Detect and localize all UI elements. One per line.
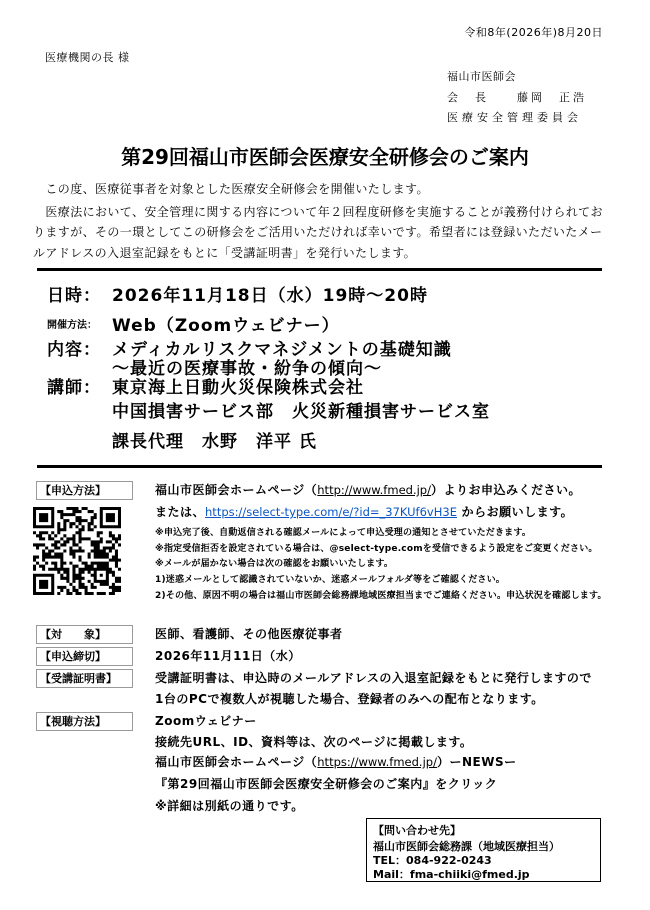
page-title: 第29回福山市医師会医療安全研修会のご案内 (121, 145, 529, 169)
viewing-line-4: 『第29回福山市医師会医療安全研修会のご案内』をクリック (155, 777, 498, 791)
application-note: ※申込完了後、自動返信される確認メールによって申込受理の通知とさせていただきます。 (155, 528, 532, 538)
contact-department: 福山市医師会総務課（地域医療担当） (373, 840, 560, 853)
lecturer-label: 講師： (47, 378, 101, 398)
datetime-value: 2026年11月18日（水）19時～20時 (112, 286, 428, 306)
recipient: 医療機関の長 様 (45, 51, 130, 64)
viewing-line-2: 接続先URL、ID、資料等は、次のページに掲載します。 (155, 735, 473, 749)
application-label: 【申込方法】 (36, 481, 133, 500)
application-line-2 (155, 504, 573, 520)
deadline-value: 2026年11月11日（水） (155, 649, 301, 663)
certificate-line: 1台のPCで複数人が視聴した場合、登録者のみへの配布となります。 (155, 692, 544, 706)
format-label: 開催方法： (47, 320, 97, 331)
intro-line: 医療法において、安全管理に関する内容について年２回程度研修を実施することが義務付けられてお (33, 205, 603, 219)
application-line-2-before: または、 (155, 505, 206, 519)
fmed-homepage-link[interactable]: http://www.fmed.jp/ (317, 483, 431, 497)
sender-committee: 医療安全管理委員会 (447, 111, 582, 124)
application-line-2-after: からお願いします。 (456, 505, 574, 519)
viewing-line-3-after: ）ーNEWSー (436, 755, 517, 769)
contact-box (366, 818, 601, 882)
certificate-line: 受講証明書は、申込時のメールアドレスの入退室記録をもとに発行しますので (155, 671, 592, 685)
sender-president: 会 長 藤岡 正浩 (447, 91, 587, 104)
intro-line: ルアドレスの入退室記録をもとに「受講証明書」を発行いたします。 (33, 246, 417, 260)
application-note: 1)迷惑メールとして認識されていないか、迷惑メールフォルダ等をご確認ください。 (155, 575, 506, 585)
viewing-line-3 (155, 754, 517, 770)
contact-heading: 【問い合わせ先】 (373, 824, 461, 837)
qr-code-icon (33, 507, 121, 595)
deadline-label: 【申込締切】 (36, 647, 133, 666)
application-line-1-after: ）よりお申込みください。 (430, 483, 581, 497)
content-title: メディカルリスクマネジメントの基礎知識 (112, 340, 452, 360)
sender-organization: 福山市医師会 (447, 70, 516, 83)
content-label: 内容： (47, 340, 101, 360)
target-label: 【対 象】 (36, 625, 133, 644)
viewing-label: 【視聴方法】 (36, 712, 133, 731)
divider-top (37, 268, 602, 271)
viewing-line-3-before: 福山市医師会ホームページ（ (155, 755, 318, 769)
viewing-line-1: Zoomウェビナー (155, 714, 257, 728)
target-value: 医師、看護師、その他医療従事者 (155, 627, 343, 641)
select-type-link[interactable]: https://select-type.com/e/?id=_37KUf6vH3E (205, 505, 457, 519)
intro-line: りますが、その一環としてこの研修会をご活用いただければ幸いです。希望者には登録いただいたメー (33, 225, 603, 239)
application-line-1-before: 福山市医師会ホームページ（ (155, 483, 318, 497)
format-value: Web（Zoomウェビナー） (112, 316, 340, 336)
application-line-1 (155, 482, 581, 498)
viewing-line-5: ※詳細は別紙の通りです。 (155, 799, 304, 813)
application-note: ※指定受信拒否を設定されている場合は、@select-type.comを受信できるよう設定をご変更ください。 (155, 544, 598, 554)
contact-mail[interactable]: Mail：fma-chiiki@fmed.jp (373, 868, 530, 881)
application-note: 2)その他、原因不明の場合は福山市医師会総務課地域医療担当までご連絡ください。申込状況を確認します。 (155, 591, 607, 601)
lecturer-department: 中国損害サービス部 火災新種損害サービス室 (112, 402, 490, 422)
lecturer-company: 東京海上日動火災保険株式会社 (112, 378, 364, 398)
certificate-label: 【受講証明書】 (36, 669, 133, 688)
intro-line: この度、医療従事者を対象とした医療安全研修会を開催いたします。 (33, 182, 429, 196)
content-subtitle: ～最近の医療事故・紛争の傾向～ (112, 359, 382, 379)
contact-tel: TEL：084-922-0243 (373, 854, 492, 867)
fmed-news-link[interactable]: https://www.fmed.jp/ (317, 755, 437, 769)
issue-date: 令和8年(2026年)8月20日 (464, 26, 603, 39)
application-note: ※メールが届かない場合は次の確認をお願いいたします。 (155, 559, 394, 569)
lecturer-name: 課長代理 水野 洋平 氏 (112, 432, 317, 452)
divider-bottom (37, 465, 602, 468)
datetime-label: 日時： (47, 286, 101, 306)
